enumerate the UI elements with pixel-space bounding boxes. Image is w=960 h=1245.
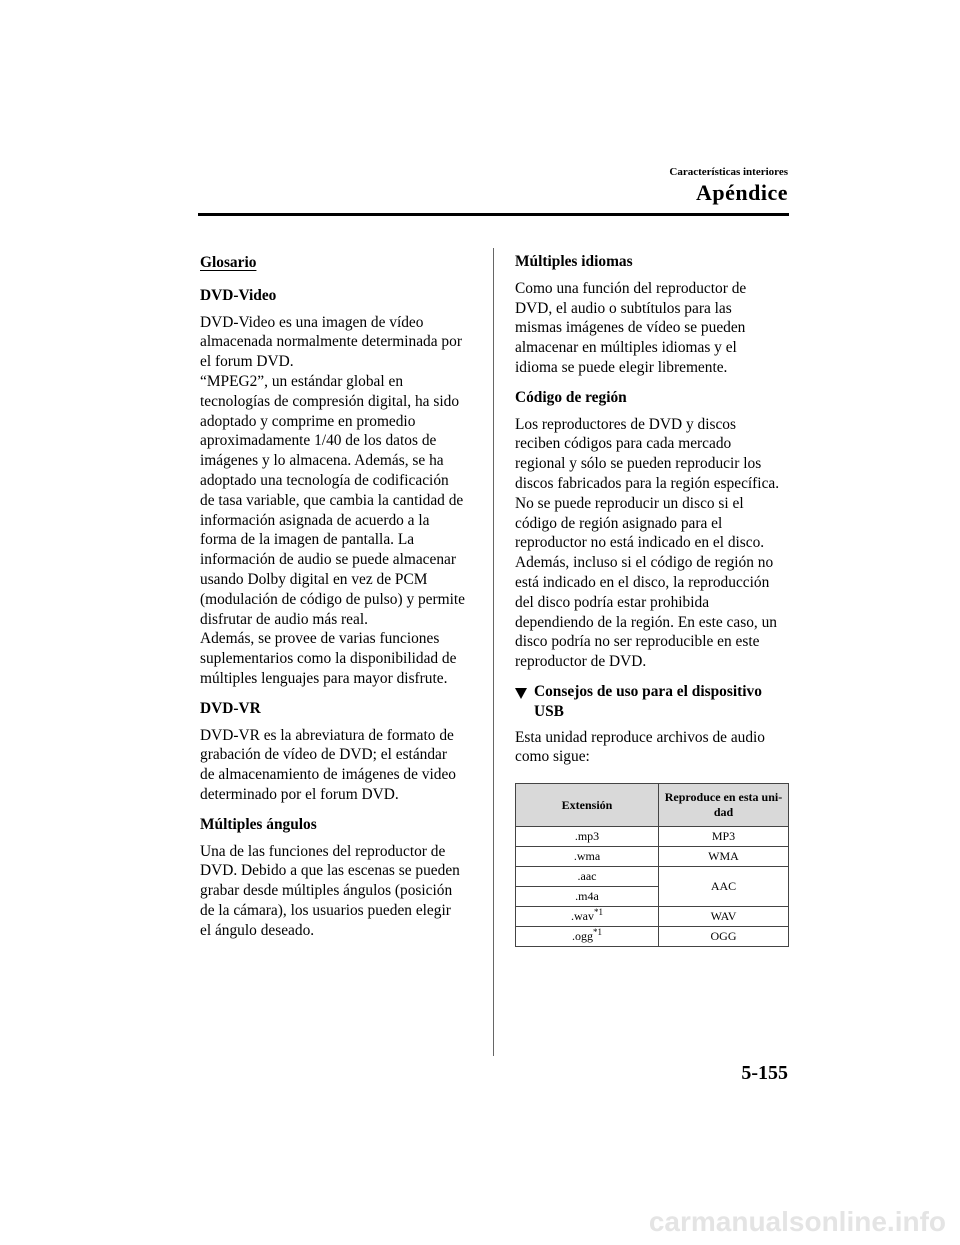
cell-extension: .wma [516, 847, 659, 867]
text-line: información asignada de acuerdo a la [200, 511, 430, 529]
dvd-video-heading: DVD-Video [200, 286, 277, 304]
text-line: del disco podría estar prohibida [515, 593, 710, 611]
text-line: “MPEG2”, un estándar global en [200, 372, 404, 390]
text-line: está indicado en el disco, la reproducción [515, 573, 770, 591]
region-paragraph [515, 415, 789, 672]
header-rule [198, 213, 789, 216]
text-line: adoptado una tecnología de codificación [200, 471, 449, 489]
text-line: adoptado y comprime en promedio [200, 412, 416, 430]
table-row [516, 867, 789, 887]
cell-extension: .m4a [516, 887, 659, 907]
page-number: 5-155 [741, 1062, 788, 1084]
text-line: de la cámara), los usuarios pueden elegir [200, 901, 451, 919]
text-line: como sigue: [515, 748, 590, 766]
table-header-row [516, 784, 789, 827]
header-playback-unit [659, 784, 789, 827]
glossary-heading: Glosario [200, 254, 257, 271]
watermark: carmanualsonline.info [648, 1206, 946, 1237]
cell-format: MP3 [659, 827, 789, 847]
text-line: de tasa variable, que cambia la cantidad de [200, 491, 464, 509]
text-line: el ángulo deseado. [200, 921, 315, 939]
extension-text: .wav [571, 909, 594, 924]
text-line: múltiples lenguajes para mayor disfrute. [200, 669, 448, 687]
text-line: información de audio se puede almacenar [200, 551, 456, 569]
text-line: reproductor no está indicado en el disco. [515, 534, 765, 552]
text-line: suplementarios como la disponibilidad de [200, 650, 457, 668]
text-line: DVD-Video es una imagen de vídeo [200, 313, 424, 331]
left-column [200, 252, 480, 951]
cell-format: WMA [659, 847, 789, 867]
triangle-down-icon [515, 688, 527, 699]
text-line: forma de la imagen de pantalla. La [200, 531, 415, 549]
text-line: grabación de vídeo de DVD; el estándar [200, 746, 448, 764]
text-line: de almacenamiento de imágenes de video [200, 766, 456, 784]
text-line: código de región asignado para el [515, 514, 723, 532]
text-line: mismas imágenes de vídeo se pueden [515, 319, 746, 337]
heading-line: USB [534, 702, 564, 720]
heading-line: Consejos de uso para el dispositivo [534, 682, 762, 700]
text-line: Además, incluso si el código de región no [515, 554, 774, 572]
text-line: Esta unidad reproduce archivos de audio [515, 728, 766, 746]
cell-extension: .aac [516, 867, 659, 887]
dvd-vr-paragraph [200, 726, 480, 805]
text-line: Una de las funciones del reproductor de [200, 842, 446, 860]
section-label: Características interiores [669, 166, 788, 178]
text-line: almacenada normalmente determinada por [200, 333, 462, 351]
header-extension: Extensión [516, 784, 659, 827]
dvd-video-paragraph [200, 313, 480, 689]
usb-intro-paragraph [515, 728, 789, 768]
text-line: No se puede reproducir un disco si el [515, 494, 744, 512]
table-row [516, 847, 789, 867]
table-row [516, 907, 789, 927]
extension-text: .ogg [572, 929, 593, 944]
audio-format-table [515, 783, 789, 947]
languages-heading: Múltiples idiomas [515, 253, 633, 270]
text-line: determinado por el forum DVD. [200, 785, 399, 803]
text-line: regional y sólo se pueden reproducir los [515, 455, 762, 473]
text-line: almacenar en múltiples idiomas y el [515, 339, 737, 357]
text-line: idioma se puede elegir libremente. [515, 358, 728, 376]
text-line: DVD, el audio o subtítulos para las [515, 299, 732, 317]
angles-heading: Múltiples ángulos [200, 815, 317, 833]
text-line: discos fabricados para la región específica. [515, 474, 780, 492]
text-line: aproximadamente 1/40 de los datos de [200, 432, 437, 450]
text-line: el forum DVD. [200, 353, 294, 371]
column-divider [493, 248, 494, 1056]
text-line: DVD-VR es la abreviatura de formato de [200, 726, 454, 744]
text-line: reciben códigos para cada mercado [515, 435, 732, 453]
angles-paragraph [200, 842, 480, 941]
text-line: DVD. Debido a que las escenas se pueden [200, 862, 460, 880]
text-line: tecnologías de compresión digital, ha sido [200, 392, 460, 410]
usb-tips-heading [515, 682, 789, 722]
region-heading: Código de región [515, 388, 627, 406]
table-row [516, 827, 789, 847]
text-line: Además, se provee de varias funciones [200, 630, 440, 648]
table-row [516, 927, 789, 947]
languages-paragraph [515, 279, 789, 378]
cell-extension [516, 907, 659, 927]
footnote-mark: *1 [593, 927, 602, 938]
footnote-mark: *1 [594, 907, 603, 918]
right-column [515, 252, 789, 947]
page-title: Apéndice [696, 180, 788, 205]
header-line: Reproduce en esta uni- [664, 790, 783, 805]
cell-format: WAV [659, 907, 789, 927]
cell-format: OGG [659, 927, 789, 947]
text-line: (modulación de código de pulso) y permite [200, 590, 465, 608]
text-line: reproductor de DVD. [515, 653, 647, 671]
text-line: grabar desde múltiples ángulos (posición [200, 882, 453, 900]
header-line: dad [713, 805, 734, 820]
text-line: disfrutar de audio más real. [200, 610, 368, 628]
text-line: imágenes y lo almacena. Además, se ha [200, 452, 444, 470]
dvd-vr-heading: DVD-VR [200, 699, 261, 717]
text-line: dependiendo de la región. En este caso, un [515, 613, 777, 631]
text-line: Como una función del reproductor de [515, 279, 747, 297]
text-line: usando Dolby digital en vez de PCM [200, 570, 428, 588]
cell-extension: .mp3 [516, 827, 659, 847]
text-line: disco podría no ser reproducible en este [515, 633, 760, 651]
cell-format: AAC [659, 867, 789, 907]
cell-extension [516, 927, 659, 947]
usb-tips-heading-text [534, 682, 789, 722]
text-line: Los reproductores de DVD y discos [515, 415, 736, 433]
